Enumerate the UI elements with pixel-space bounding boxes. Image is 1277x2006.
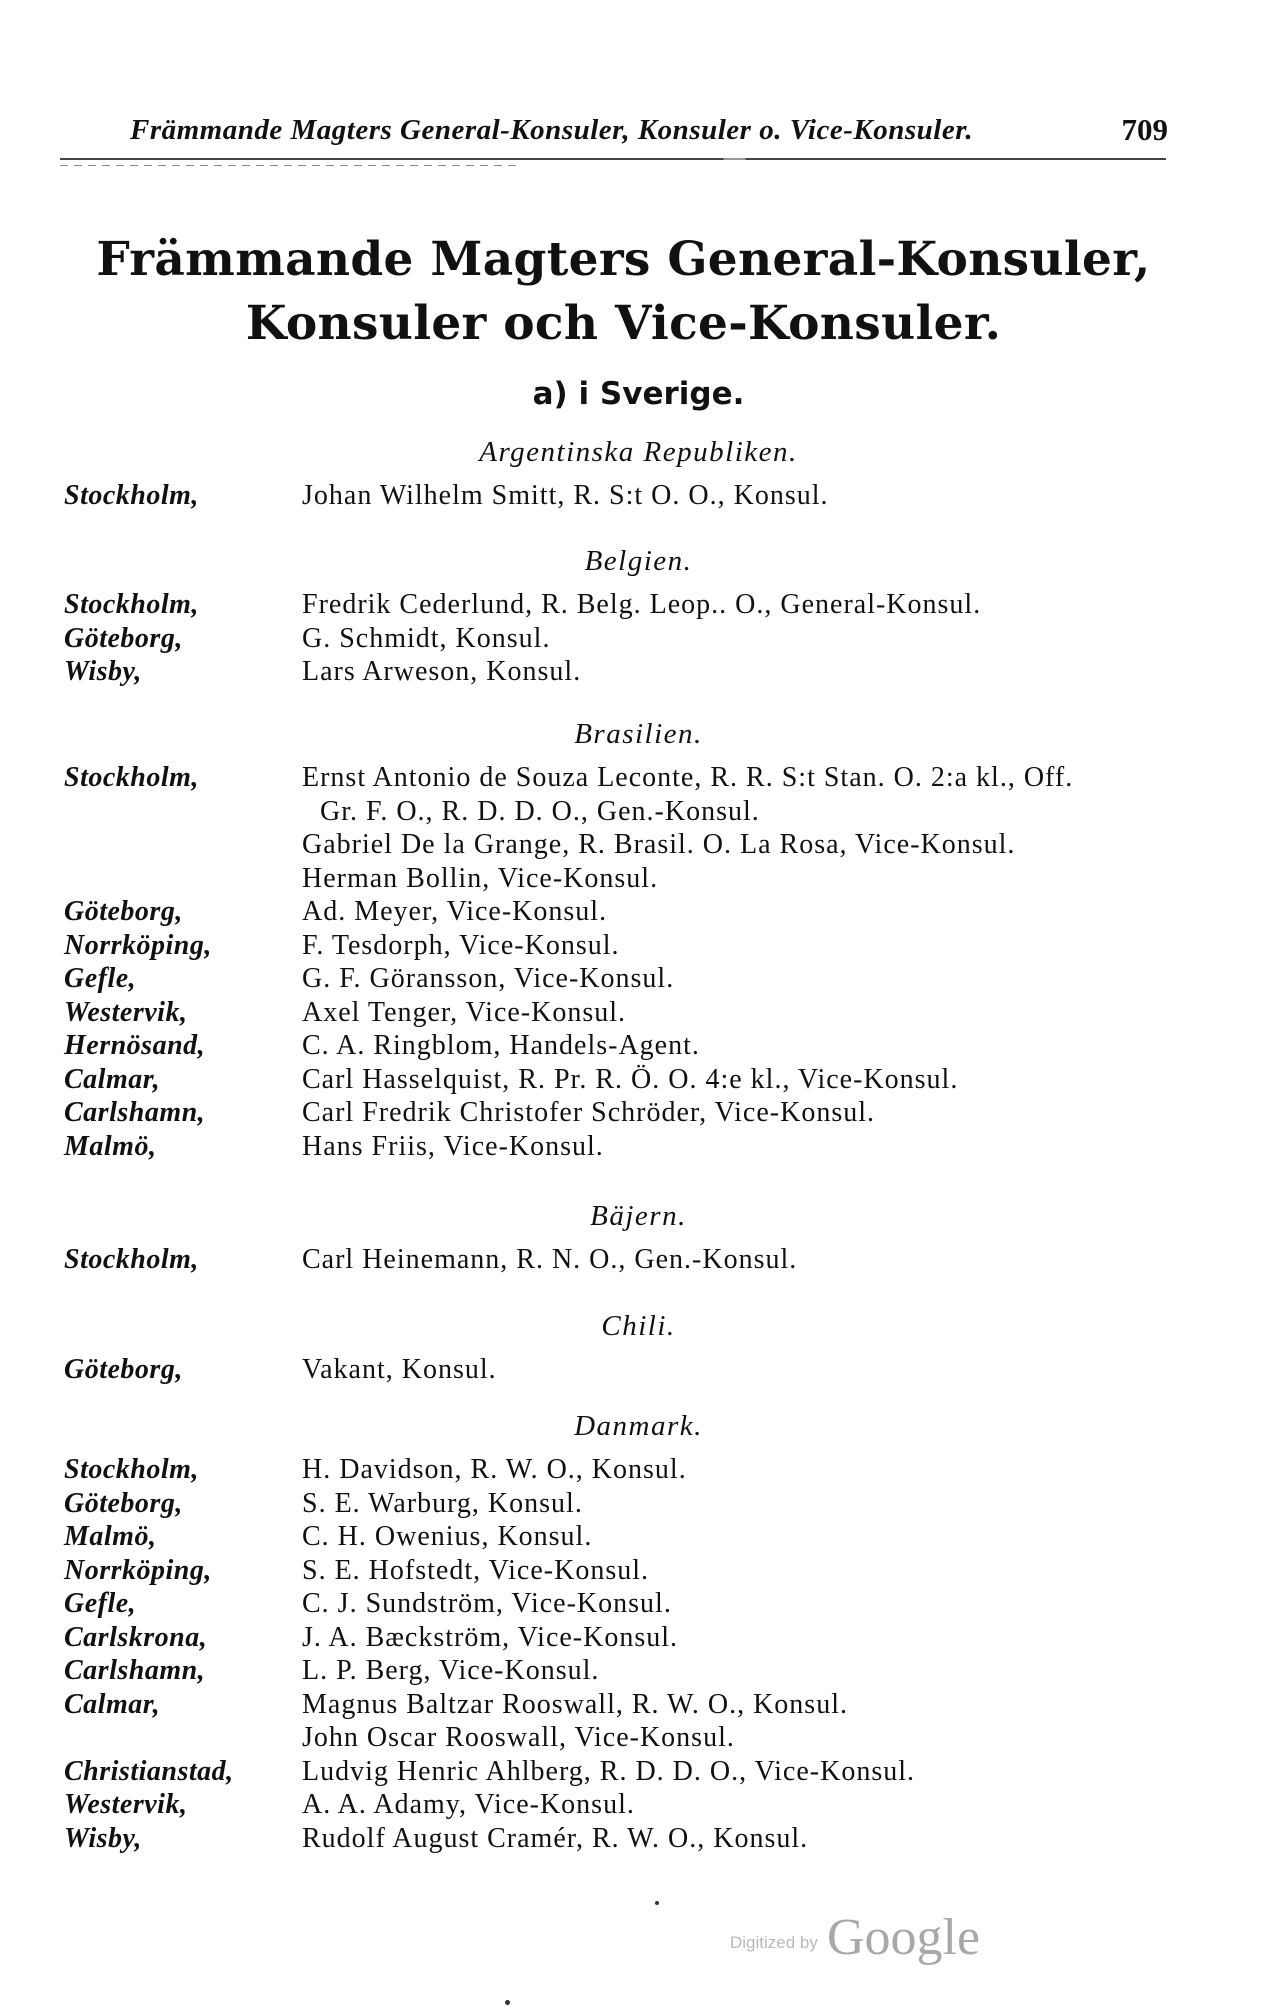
city-name: Carlshamn,: [64, 1097, 206, 1128]
city-name: Wisby,: [64, 656, 142, 687]
consul-details: S. E. Warburg, Konsul.: [302, 1487, 583, 1519]
consul-entry: [0, 1588, 1277, 1622]
city-name: Westervik,: [64, 996, 188, 1028]
consul-details: C. A. Ringblom, Handels-Agent.: [302, 1030, 700, 1061]
consul-entry: [0, 1555, 1277, 1589]
consul-details: Axel Tenger, Vice-Konsul.: [302, 996, 627, 1028]
consul-details: Gr. F. O., R. D. D. O., Gen.-Konsul.: [320, 795, 760, 827]
consul-entry: [0, 623, 1277, 657]
city-name: Hernösand,: [64, 1030, 206, 1061]
city-name: Calmar,: [64, 1688, 161, 1720]
print-speck: [655, 1901, 659, 1905]
consul-entry: [0, 1244, 1277, 1278]
consul-entry: [0, 1354, 1277, 1388]
consul-entry: [0, 480, 1277, 514]
consul-details: John Oscar Rooswall, Vice-Konsul.: [302, 1722, 735, 1753]
consul-details: Ludvig Henric Ahlberg, R. D. D. O., Vice-Konsul.: [302, 1755, 915, 1787]
page-number: 709: [1121, 112, 1168, 147]
city-name: Carlshamn,: [64, 1655, 206, 1686]
city-name: Christianstad,: [64, 1755, 234, 1787]
consul-details: Rudolf August Cramér, R. W. O., Konsul.: [302, 1822, 809, 1854]
consul-entry: [0, 796, 1277, 830]
consul-entry: [0, 1689, 1277, 1723]
consul-entry: [0, 1823, 1277, 1857]
consul-entry: [0, 1488, 1277, 1522]
country-heading: Argentinska Republiken.: [479, 436, 798, 468]
running-head-title: Främmande Magters General-Konsuler, Konsuler o. Vice-Konsuler.: [130, 114, 974, 146]
consul-entry: [0, 1454, 1277, 1488]
section-title: a) i Sverige.: [532, 376, 745, 412]
consul-entry: [0, 1756, 1277, 1790]
consul-details: Carl Fredrik Christofer Schröder, Vice-Konsul.: [302, 1097, 876, 1128]
consul-entry: [0, 1655, 1277, 1689]
consul-details: G. F. Göransson, Vice-Konsul.: [302, 963, 675, 994]
city-name: Gefle,: [64, 963, 137, 994]
city-name: Göteborg,: [64, 1354, 183, 1385]
page-title-line-2: Konsuler och Vice-Konsuler.: [245, 296, 1002, 351]
consul-entry: [0, 656, 1277, 690]
consul-entry: [0, 589, 1277, 623]
consul-details: F. Tesdorph, Vice-Konsul.: [302, 929, 620, 961]
consul-entry: [0, 863, 1277, 897]
consul-details: C. H. Owenius, Konsul.: [302, 1521, 593, 1552]
consul-details: H. Davidson, R. W. O., Konsul.: [302, 1454, 687, 1485]
google-logo: Google: [826, 1909, 981, 1966]
print-speck: [505, 2000, 510, 2005]
consul-entry: [0, 1064, 1277, 1098]
city-name: Stockholm,: [64, 589, 199, 620]
running-head: [118, 114, 1168, 154]
city-name: Norrköping,: [64, 1554, 212, 1586]
city-name: Malmö,: [64, 1130, 157, 1162]
city-name: Malmö,: [64, 1521, 157, 1552]
consul-entry: [0, 829, 1277, 863]
consul-entry: [0, 1030, 1277, 1064]
city-name: Göteborg,: [64, 622, 183, 654]
consul-details: Herman Bollin, Vice-Konsul.: [302, 862, 659, 894]
consul-entry: [0, 762, 1277, 796]
consul-details: Johan Wilhelm Smitt, R. S:t O. O., Konsul.: [302, 480, 829, 511]
city-name: Stockholm,: [64, 762, 199, 793]
consul-entry: [0, 1097, 1277, 1131]
city-name: Göteborg,: [64, 896, 183, 927]
consul-entry: [0, 1521, 1277, 1555]
page-title: [0, 228, 1277, 356]
consul-details: G. Schmidt, Konsul.: [302, 622, 551, 654]
city-name: Carlskrona,: [64, 1621, 208, 1653]
header-rule: [60, 158, 1166, 160]
country-heading: Belgien.: [584, 545, 693, 577]
city-name: Göteborg,: [64, 1487, 183, 1519]
consul-details: J. A. Bæckström, Vice-Konsul.: [302, 1621, 679, 1653]
city-name: Stockholm,: [64, 1244, 199, 1275]
city-name: Wisby,: [64, 1822, 142, 1854]
consul-details: Lars Arweson, Konsul.: [302, 656, 582, 687]
consul-entry: [0, 930, 1277, 964]
city-name: Stockholm,: [64, 480, 199, 511]
consul-entry: [0, 963, 1277, 997]
consul-details: Magnus Baltzar Rooswall, R. W. O., Konsul.: [302, 1688, 848, 1720]
consul-details: Ad. Meyer, Vice-Konsul.: [302, 896, 608, 927]
consul-details: L. P. Berg, Vice-Konsul.: [302, 1655, 600, 1686]
consul-details: C. J. Sundström, Vice-Konsul.: [302, 1588, 672, 1619]
country-heading: Danmark.: [574, 1410, 703, 1442]
consul-details: Vakant, Konsul.: [302, 1354, 497, 1385]
consul-entry: [0, 1789, 1277, 1823]
city-name: Gefle,: [64, 1588, 137, 1619]
consul-entry: [0, 1622, 1277, 1656]
consul-details: A. A. Adamy, Vice-Konsul.: [302, 1789, 635, 1820]
consul-details: Gabriel De la Grange, R. Brasil. O. La Rosa, Vice-Konsul.: [302, 829, 1016, 860]
country-heading: Chili.: [601, 1310, 676, 1342]
consul-entry: [0, 896, 1277, 930]
city-name: Norrköping,: [64, 929, 212, 961]
consul-details: Carl Heinemann, R. N. O., Gen.-Konsul.: [302, 1244, 798, 1275]
digitized-watermark: [730, 1908, 980, 1967]
header-rule-dashes: [60, 165, 520, 166]
page-title-line-1: Främmande Magters General-Konsuler,: [96, 232, 1151, 287]
city-name: Stockholm,: [64, 1454, 199, 1485]
city-name: Calmar,: [64, 1063, 161, 1095]
consul-details: Carl Hasselquist, R. Pr. R. Ö. O. 4:e kl., Vice-Konsul.: [302, 1063, 959, 1095]
city-name: Westervik,: [64, 1789, 188, 1820]
country-heading: Brasilien.: [574, 718, 703, 750]
consul-details: Ernst Antonio de Souza Leconte, R. R. S:t Stan. O. 2:a kl., Off.: [302, 762, 1074, 793]
consul-entry: [0, 997, 1277, 1031]
consul-details: Fredrik Cederlund, R. Belg. Leop.. O., General-Konsul.: [302, 589, 982, 620]
consul-details: S. E. Hofstedt, Vice-Konsul.: [302, 1554, 649, 1586]
country-heading: Bäjern.: [590, 1200, 687, 1232]
consul-details: Hans Friis, Vice-Konsul.: [302, 1130, 604, 1162]
consul-entry: [0, 1722, 1277, 1756]
watermark-prefix: Digitized by: [730, 1933, 818, 1952]
consul-entry: [0, 1131, 1277, 1165]
